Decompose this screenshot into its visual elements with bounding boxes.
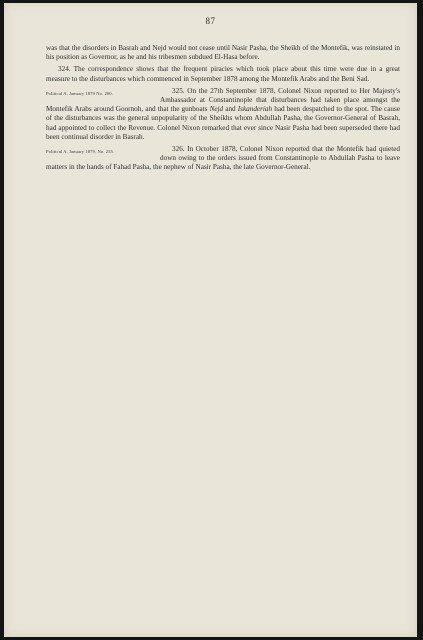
margin-note-326: Political A, January 1879, No. 255. [46,149,115,155]
paragraph-325-conj: and [225,105,236,114]
body-text [46,44,400,176]
paragraph-324: 324. The correspondence shows that the frequent piracies which took place about this time were due in a great measure to the disturbances which commenced in September 1878 among the Montefik Arabs and the Beni Sad. [46,65,400,83]
paragraph-326 [46,145,400,173]
paragraph-326-text: 326. In October 1878, Colonel Nixon reported that the Montefik had quieted down owing to the orders issued from Constantinople to Abdullah Pasha to leave matters in the hands of Fahad Pasha, the nephew of Nasir Pasha, the late Governor-General. [46,145,400,172]
paragraph-325-rest: had been despatched to the spot. The cause of the disturbances was the general unpopularity of the Sheikhs whom Abdullah Pasha, the Governor-General of Basrah, had appointed to collect the Revenue. Colonel Nixon remarked that ever since Nasir Pasha had been superseded there had been continual disorder in Basrah. [46,105,401,141]
document-page [4,3,417,637]
paragraph-325-lead: 325. On the 27th September 1878, Colonel Nixon reported to Her Majesty's Ambassador at Constantinople that disturbances had taken place amongst the Montefik Arabs around Goornoh, and that the gunboats [46,86,400,114]
ship-name-iskanderiah: Iskanderiah [237,105,273,114]
paragraph-325 [46,87,400,142]
paragraph-continuation: was that the disorders in Basrah and Nejd would not cease until Nasir Pasha, the Sheikh of the Montefik, was reinstated in his position as Governor, as he and his tribesmen subdued El-Hasa before. [46,44,400,62]
margin-note-325: Political A, January 1879 No. 200. [46,90,113,96]
ship-name-nejd: Nejd [209,105,224,114]
page-number: 87 [205,16,216,26]
